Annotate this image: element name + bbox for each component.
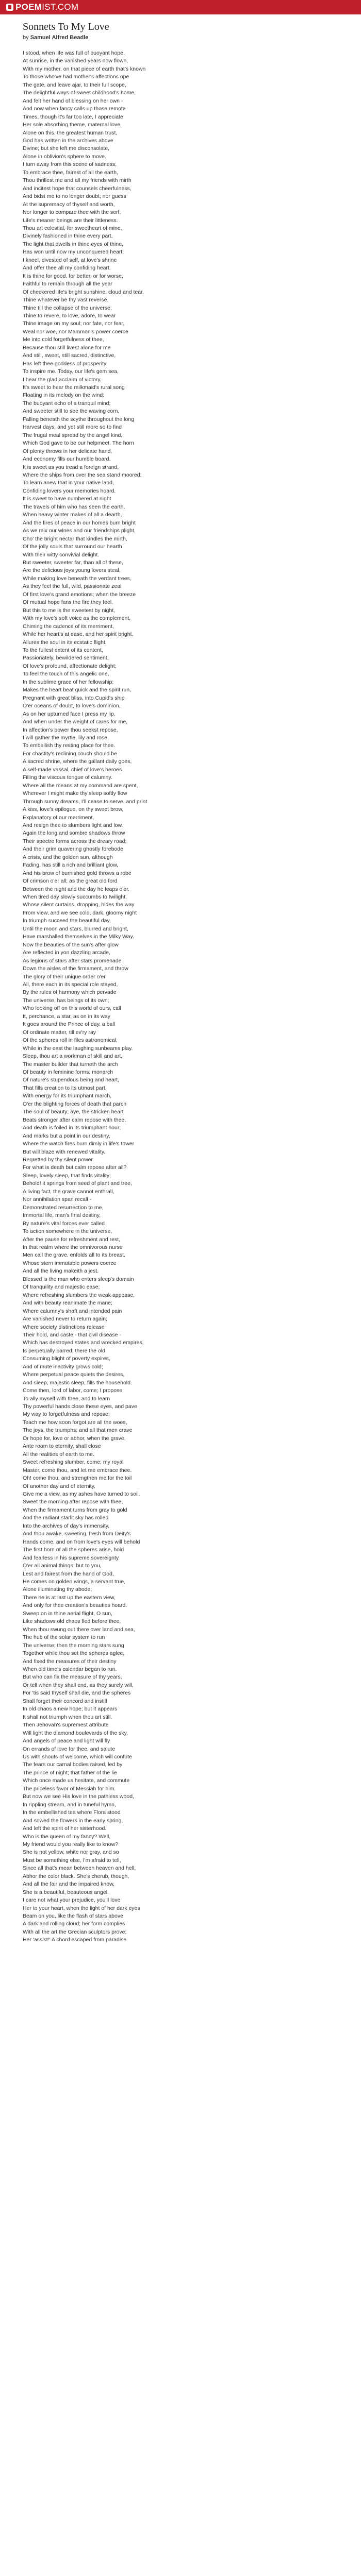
poem-header [23, 21, 338, 41]
logo-suffix: IST.COM [42, 2, 79, 12]
poem-body: I stood, when life was full of buoyant hope, At sunrise, in the vanished years now flown, With my mother, on that piece of earth that's known To those who've had mother's affections ope The gate, and leave ajar, to their full scope, The delightful ways of sweet childhood's home, And felt her hand of blessing on her own - And now when fancy calls up those remote Times, though it's far too late, I appreciate Her sole absorbing theme, maternal love, Alone on this, the greatest human trust, God has written in the archives above Divine; but she left me disconsolate, Alone in oblivion's sphere to move. I turn away from this scene of sadness, To embrace thee, fairest of all the earth, Thou thrillest me and all my friends with mirth And incitest hope that counsels cheerfulness, And bidst me to no longer doubt; nor guess At the supremacy of thyself and worth, Nor longer to compare thee with the serf; Life's meaner beings are their littleness. Thou art celestial, for sweetheart of mine, Divinely fashioned in thine every part, The light that dwells in thine eyes of thine, Has won until now my unconquered heart; I kneel, divested of self, at love's shrine And offer thee all my confiding heart. It is thine for good, for better, or for worse, Faithful to remain through all the year Of checkered life's bright sunshine, cloud and tear, Thine whatever be thy vast reverse. Thine till the collapse of the universe; Thine to revere, to love, adore, to wear Thine image on my soul; nor fate, nor fear, Weal nor woe, nor Mammon's power coerce Me into cold forgetfulness of thee, Because thou still livest alone for me And still, sweet, still sacred, distinctive, Has left thee goddess of prosperity. To inspire me. Today, our life's gem sea, I hear the glad acclaim of victory. It's sweet to hear the milkmaid's rural song Floating in its melody on the wind; The buoyant echo of a tranquil mind; And sweeter still to see the waving corn, Falling beneath the scythe throughout the long Harvest days; and yet still more so to find The frugal meal spread by the angel kind, Which God gave to be our helpmeet. The horn Of plenty throws in her delicate hand, And economy fills our humble board. It is sweet as you tread a foreign strand, Where the ships from over the sea stand moored; To learn anew that in your native land, Confiding lovers your memories hoard. It is sweet to have numbered at night The travels of him who has seen the earth, When heavy winter makes of all a dearth, And the fires of peace in our homes burn bright As we mix our wines and our friendships plight, Cho' the bright nectar that kindles the mirth, Of the jolly souls that surround our hearth With their witty convivial delight. But sweeter, sweeter far, than all of these, Are the delicious joys young lovers steal, While making love beneath the verdant trees, As they feel the full, wild, passionate zeal Of first love's grand emotions; when the breeze Of mutual hope fans the fire they feel. But this to me is the sweetest by night, With my love's soft voice as the complement, Chiming the cadence of its merriment, While her heart's at ease, and her spirit bright, Allures the soul in its ecstatic flight, To the fullest extent of its content, Passionately, bewildered sentiment, Of love's profound, affectionate delight; To feel the touch of this angelic one, In the sublime grace of her fellowship; Makes the heart beat quick and the spirit run, Pregnant with great bliss, into Cupid's ship O'er oceans of doubt, to love's dominion, As on her upturned face I press my lip. And when under the weight of cares for me, In affection's bower thou seekst repose, I will gather the myrtle, lily and rose, To embellish thy resting place for thee. For chastity's reclining couch should be A sacred shrine, where the gallant daily goes, A self-made vassal, chief of love's heroes Filling the viscous tongue of calumny. Where all the means at my command are spent, Wherever I might make thy sleep softly flow Through sunny dreams, I'll cease to serve, and print A kiss, love's epilogue, on thy sweet brow, Explanatory of our merriment, And resign thee to slumbers light and low. Again the long and sombre shadows throw Their spectre forms across the dreary road; And their grim quavering ghostly forebode A crisis, and the golden sun, although Fading, has still a rich and brilliant glow, And his brow of burnished gold throws a robe Of crimson o'er all; as the great old ford Between the night and the day he leaps o'er. When tired day slowly succumbs to twilight, Whose silent curtains, dropping, hides the way From view, and we see cold, dark, gloomy night In triumph succeed the beautiful day, Until the moon and stars, blurred and bright, Have marshalled themselves in the Milky Way. Now the beauties of the sun's after glow Are reflected in yon dazzling arcade, As legions of stars after stars promenade Down the aisles of the firmament, and throw The glory of their unique order o'er All, there each in its special role stayed, By the rules of harmony which pervade The universe, has beings of its own; Who looking off on this world of ours, call It, perchance, a star, as on in its way It goes around the Prince of day, a ball Of ordinate matter, till ev'ry ray Of the spheres roll in files astronomical, While in the east the laughing sunbeams play. Sleep, thou art a workman of skill and art, The master builder that turneth the arch Of beauty in feminine forms; monarch Of nature's stupendous being and heart, That fills creation to its utmost part, With energy for its triumphant march, O'er the blighting forces of death that parch The soul of beauty; aye, the stricken heart Beats stronger after calm repose with thee, And death is foiled in its triumphant hour; And marks but a point in our destiny, Where the watch fires burn dimly in life's tower But will blaze with renewed vitality, Regretted by thy silent power. For what is death but calm repose after all? Sleep, lovely sleep, that finds vitality; Behold! it springs from seed of plant and tree, A living fact, the grave cannot enthrall, Nor annihilation span recall - Demonstrated resurrection to me, Immortal life, man's final destiny, By nature's vital forces ever called To action somewhere in the universe, After the pause for refreshment and rest, In that realm where the omnivorous nurse Men call the grave, enfolds all to its breast, Whose stern immutable powers coerce And all the living makeith a jest. Blessed is the man who enters sleep's domain Of tranquility and majestic ease; Where refreshing slumbers the weak appease, And with beauty reanimate the mane; Where calumny's shaft and intended pain Are vanished never to return again; Where society distinctions release Their hold, and caste - that civil disease - Which has destroyed states and wrecked empires, Is perpetually barred; there the old Consuming blight of poverty expires, And of mute inactivity grows cold; Where perpetual peace quiets the desires, And sleep, majestic sleep, fills the household. Come then, lord of labor, come; I propose To ally myself with thee, and to learn Thy powerful hands close these eyes, and pave My way to forgetfulness and repose; Teach me how soon forgot are all the woes, The joys, the triumphs; and all that men crave Or hope for, love or abhor, when the grave, Ante room to eternity, shall close All the realities of earth to me. Sweet refreshing slumber, come; my royal Master, come thou, and let me embrace thee. Oh! come thou, and strengthen me for the toil Of another day and of eternity. Give me a view, as my ashes have turned to soil. Sweet the morning after repose with thee, When the firmament turns from gray to gold And the radiant starlit sky has rolled Into the archives of day's immensity, And thou awake, sweeting, fresh from Deity's Hands come, and on from love's eyes will behold The first born of all the spheres arise, bold And fearless in his supreme sovereignty O'er all animal things; but to you, Lest and fairest from the hand of God, He comes on golden wings, a servant true, Alone illuminating thy abode; There he is at last up the eastern view, And only for thee creation's beauties hoard. Sweep on in thine aerial flight, O sun, Like shadows old chaos fled before thee, When thou swung out there over land and sea, The hub of the solar system to run The universe; then the morning stars sung Together while thou set the spheres aglee, And fixed the measures of their destiny When old time's calendar began to run. But who can fix the measure of thy years, Or tell when they shall end, as they surely will, For 'tis said thyself shall die, and the spheres Shall forget their concord and instill In old chaos a new hope; but it appears It shall not triumph when thou art still. Then Jehovah's supremest attribute Will light the diamond boulevards of the sky, And angels of peace and light will fly On errands of love for thee, and salute Us with shouts of welcome, which will confute The fears our carnal bodies raised, led by The prince of night; that father of the lie Which once made us hesitate, and commute The priceless favor of Messiah for him. But now we see His love in the pathless wood, In rippling stream, and in tuneful hymn, In the embellished tea where Flora stood And sowed the flowers in the early spring, And left the spirit of her sisterhood. Who is the queen of my fancy? Well, My friend would you really like to know? She is not yellow, white nor gray, and so Must be something else, I'm afraid to tell, Since all that's mean between heaven and hell, Abhor the color black. She's cherub, though, And all the fair and the impaired know, She is a beautiful, beauteous angel. I care not what your prejudice, you'll love Her to your heart, when the light of her dark eyes Beam on you, like the flash of stars above A dark and rolling cloud; her form complies With all the art the Grecian sculptors prove; Her 'assist!' A chord escaped from paradise. [23, 50, 147, 1943]
byline [23, 34, 338, 41]
logo-prefix: POEM [15, 2, 42, 12]
top-bar [0, 0, 361, 14]
byline-prefix: by [23, 35, 30, 41]
author-link[interactable]: Samuel Alfred Beadle [30, 35, 89, 41]
logo-icon [6, 4, 13, 11]
poem-title: Sonnets To My Love [23, 21, 109, 32]
site-logo[interactable] [6, 2, 78, 12]
